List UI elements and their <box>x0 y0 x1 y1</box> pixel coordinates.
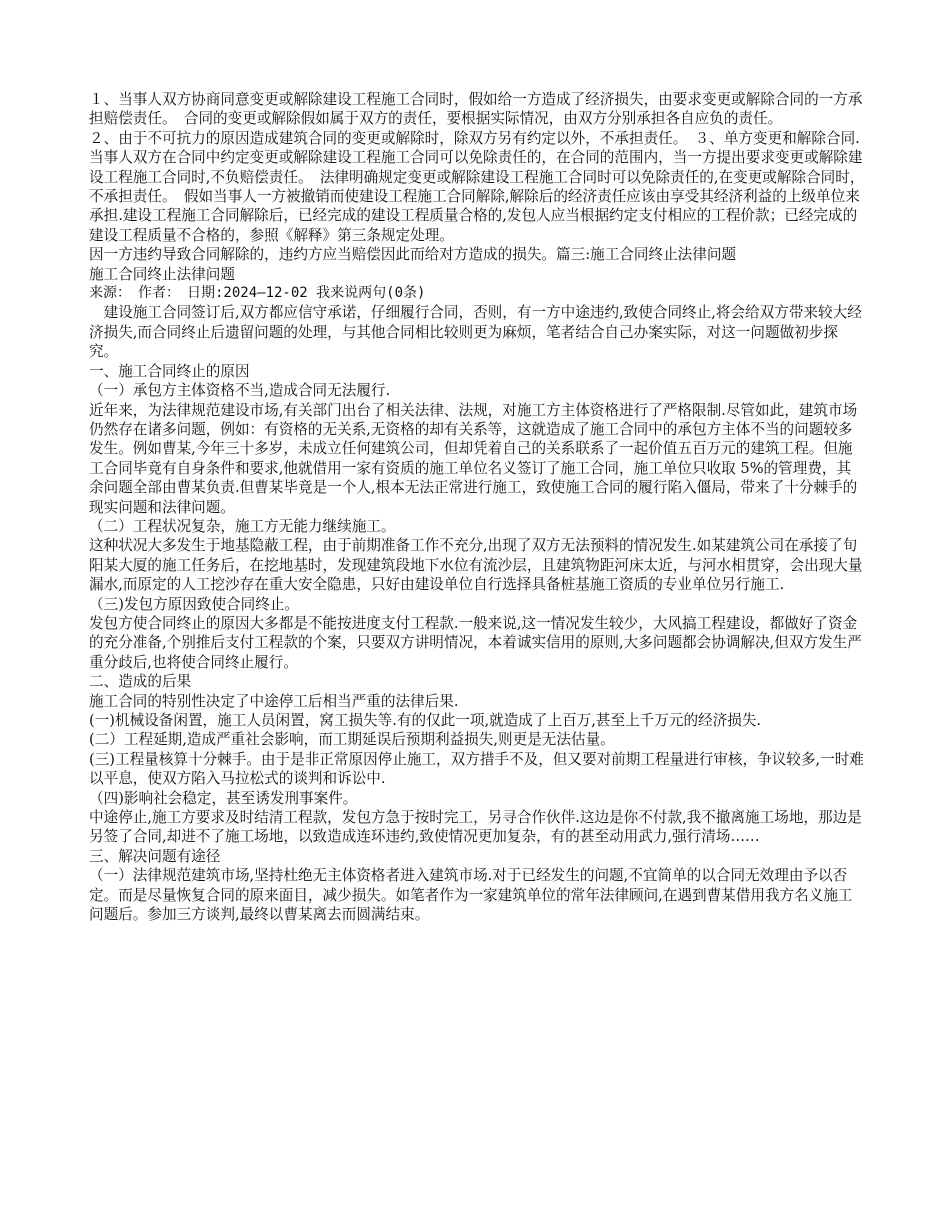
item-2-3: (三)工程量核算十分棘手。由于是非正常原因停止施工，双方措手不及，但又要对前期工程量进行审核，争议较多,一时难以平息，使双方陷入马拉松式的谈判和诉讼中. <box>89 750 864 788</box>
paragraph-2-4: 中途停止,施工方要求及时结清工程款，发包方急于按时完工，另寻合作伙伴.这边是你不付款,我不撤离施工场地，那边是另签了合同,却进不了施工场地，以致造成连环违约,致使情况更加复杂，有的甚至动用武力,强行清场…… <box>89 809 862 846</box>
paragraph-2-intro: 施工合同的特别性决定了中途停工后相当严重的法律后果. <box>89 692 459 710</box>
subheading-2-4: （四)影响社会稳定，甚至诱发刑事案件。 <box>89 789 358 807</box>
paragraph-breach: 因一方违约导致合同解除的，违约方应当赔偿因此而给对方造成的损失。篇三:施工合同终止法律问题 <box>89 246 737 264</box>
item-2-1: (一)机械设备闲置，施工人员闲置，窝工损失等.有的仅此一项,就造成了上百万,甚至上千万元的经济损失. <box>89 712 762 729</box>
paragraph-1-2: 这种状况大多发生于地基隐蔽工程，由于前期准备工作不充分,出现了双方无法预料的情况发生.如某建筑公司在承接了旬阳某大厦的施工任务后，在挖地基时，发现建筑段地下水位有流沙层，且建筑物距河床太近，与河水相贯穿，会出现大量漏水,而原定的人工挖沙存在重大安全隐患，只好由建设单位自行选择具备桩基施工资质的专业单位另行施工. <box>89 537 863 594</box>
subheading-1-2: （二）工程状况复杂，施工方无能力继续施工。 <box>89 517 396 535</box>
item-2-2: (二）工程延期,造成严重社会影响，而工期延误后预期利益损失,则更是无法估量。 <box>89 731 615 749</box>
paragraph-mutual-change: １、当事人双方协商同意变更或解除建设工程施工合同时，假如给一方造成了经济损失，由要求变更或解除合同的一方承担赔偿责任。 合同的变更或解除假如属于双方的责任，要根据实际情况，由双方分别承担各自应负的责任。 <box>89 91 863 128</box>
paragraph-1-3: 发包方使合同终止的原因大多都是不能按进度支付工程款.一般来说,这一情况发生较少，大风搞工程建设，都做好了资金的充分准备,个别推后支付工程款的个案，只要双方讲明情况，本着诚实信用的原则,大多问题都会协调解决,但双方发生严重分歧后,也将使合同终止履行。 <box>89 614 862 671</box>
subheading-1-3: （三)发包方原因致使合同终止。 <box>89 595 300 613</box>
paragraph-3-1: （一）法律规范建筑市场,坚持杜绝无主体资格者进入建筑市场.对于已经发生的问题,不宜简单的以合同无效理由予以否定。而是尽量恢复合同的原来面目，减少损失。如笔者作为一家建筑单位的常年法律顾问,在遇到曹某借用我方名义施工问题后。参加三方谈判,最终以曹某离去而圆满结束。 <box>89 867 853 924</box>
subheading-1-1: （一）承包方主体资格不当,造成合同无法履行. <box>89 382 391 400</box>
section-heading-3: 三、解决问题有途径 <box>89 847 221 865</box>
paragraph-force-majeure: ２、由于不可抗力的原因造成建筑合同的变更或解除时，除双方另有约定以外，不承担责任。 ３、单方变更和解除合同.当事人双方在合同中约定变更或解除建设工程施工合同可以免除责任的，在合同的范围内，当一方提出要求变更或解除建设工程施工合同时,不负赔偿责任。 法律明确规定变更或解除建设工程施工合同时可以免除责任的,在变更或解除合同时，不承担责任。 假如当事人一方被撤销而使建设工程施工合同解除,解除后的经济责任应该由享受其经济利益的上级单位来承担.建设工程施工合同解除后，已经完成的建设工程质量合格的,发包人应当根据约定支付相应的工程价款；已经完成的建设工程质量不合格的，参照《解释》第三条规定处理。 <box>89 129 865 244</box>
article-title: 施工合同终止法律问题 <box>89 265 235 283</box>
article-meta: 来源： 作者： 日期:2024—12-02 我来说两句(0条) <box>89 285 426 302</box>
section-heading-2: 二、造成的后果 <box>89 673 192 691</box>
paragraph-1-1: 近年来，为法律规范建设市场,有关部门出台了相关法律、法规，对施工方主体资格进行了严格限制.尽管如此，建筑市场仍然存在诸多问题，例如：有资格的无关系,无资格的却有关系等，这就造成了施工合同中的承包方主体不当的问题较多发生。例如曹某,今年三十多岁，未成立任何建筑公司，但却凭着自己的关系联系了一起价值五百万元的建筑工程。但施工合同毕竟有自身条件和要求,他就借用一家有资质的施工单位名义签订了施工合同，施工单位只收取 5%的管理费，其余问题全部由曹某负责.但曹某毕竟是一个人,根本无法正常进行施工，致使施工合同的履行陷入僵局，带来了十分棘手的现实问题和法律问题。 <box>89 401 858 516</box>
paragraph-intro: 建设施工合同签订后,双方都应信守承诺，仔细履行合同，否则，有一方中途违约,致使合同终止,将会给双方带来较大经济损失,而合同终止后遗留问题的处理，与其他合同相比较则更为麻烦，笔者结合自己办案实际，对这一问题做初步探究。 <box>89 304 862 361</box>
document-page <box>89 90 865 924</box>
section-heading-1: 一、施工合同终止的原因 <box>89 362 250 380</box>
